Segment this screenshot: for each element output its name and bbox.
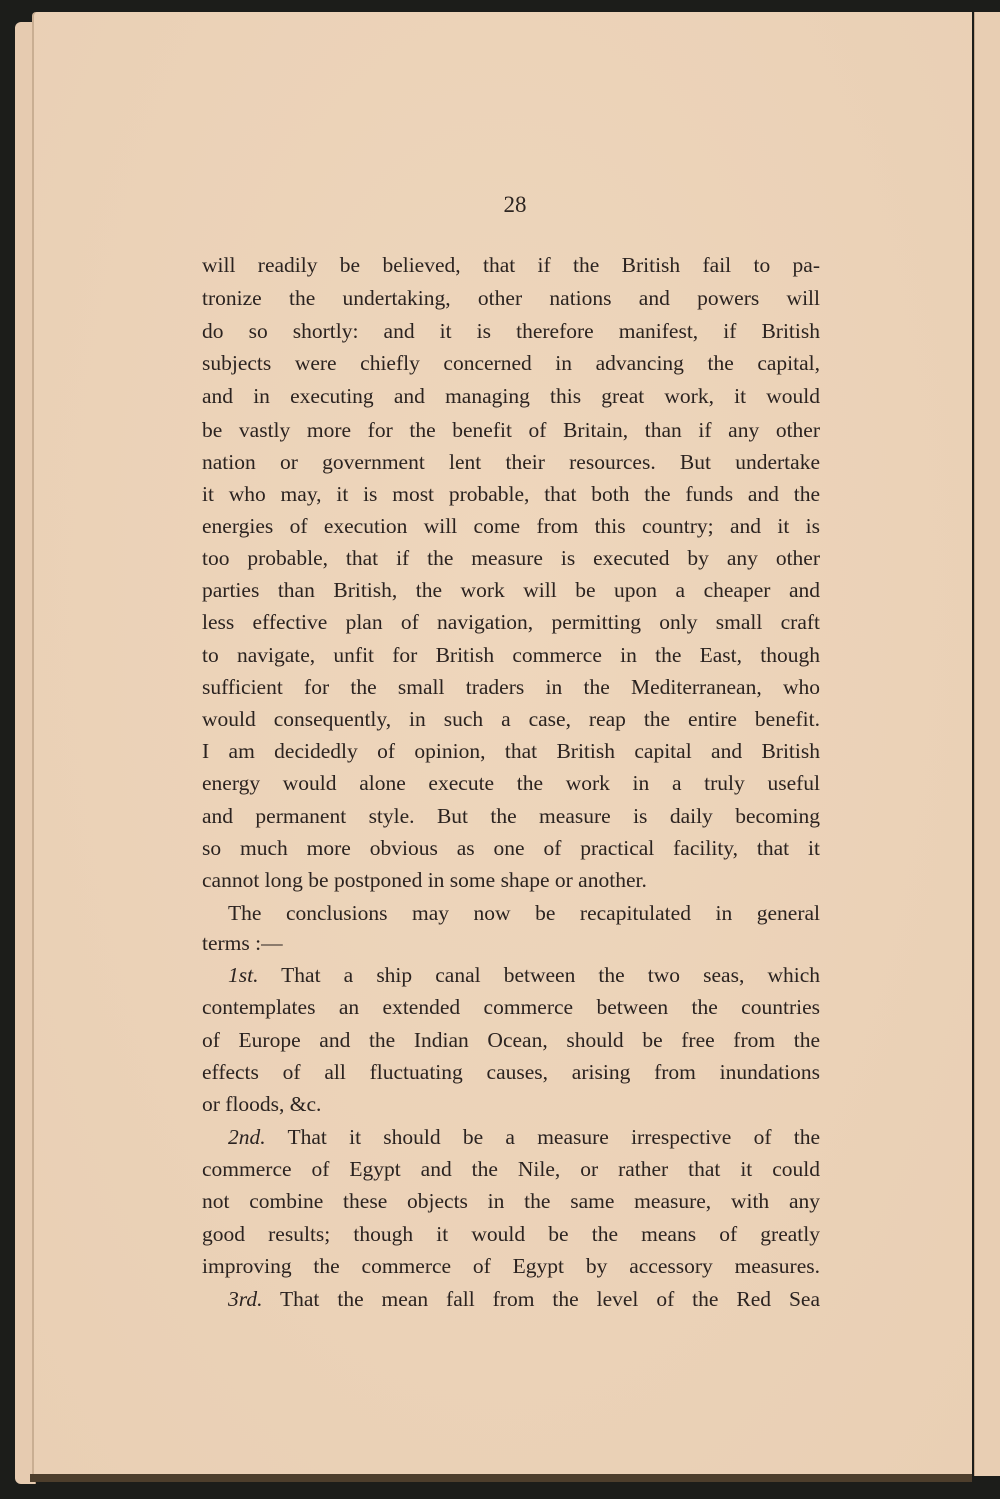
text-line xyxy=(202,446,820,478)
line-text: That a ship canal between the two seas, which xyxy=(258,963,820,987)
text-line xyxy=(202,832,820,864)
line-text: or floods, &c. xyxy=(202,1092,322,1116)
line-text: not combine these objects in the same measure, with any xyxy=(202,1189,820,1213)
text-line xyxy=(202,1185,820,1217)
text-line xyxy=(202,639,820,671)
text-line xyxy=(202,927,820,959)
text-line xyxy=(202,767,820,799)
line-text: commerce of Egypt and the Nile, or rather that it could xyxy=(202,1157,820,1181)
line-text: would consequently, in such a case, reap the entire benefit. xyxy=(202,707,820,731)
line-text: cannot long be postponed in some shape or another. xyxy=(202,868,647,892)
ordinal-label: 3rd. xyxy=(228,1287,263,1311)
line-text: and permanent style. But the measure is daily becoming xyxy=(202,804,820,828)
line-text: and in executing and managing this great work, it would xyxy=(202,384,820,408)
text-line xyxy=(202,703,820,735)
text-line xyxy=(202,991,820,1023)
line-text: That it should be a measure irrespective of the xyxy=(265,1125,820,1149)
line-text: do so shortly: and it is therefore manifest, if British xyxy=(202,319,820,343)
line-text: to navigate, unfit for British commerce in the East, though xyxy=(202,643,820,667)
line-text: effects of all fluctuating causes, arising from inundations xyxy=(202,1060,820,1084)
line-text: good results; though it would be the means of greatly xyxy=(202,1222,820,1246)
text-line xyxy=(202,249,820,281)
text-line xyxy=(202,735,820,767)
line-text: subjects were chiefly concerned in advancing the capital, xyxy=(202,351,820,375)
page-number: 28 xyxy=(503,192,527,217)
line-text: The conclusions may now be recapitulated in general xyxy=(228,901,820,925)
line-text: be vastly more for the benefit of Britain, than if any other xyxy=(202,418,820,442)
line-text: parties than British, the work will be upon a cheaper and xyxy=(202,578,820,602)
text-line xyxy=(202,1250,820,1282)
text-line xyxy=(202,542,820,574)
text-line xyxy=(202,606,820,638)
text-line xyxy=(202,864,820,896)
line-text: of Europe and the Indian Ocean, should be free from the xyxy=(202,1028,820,1052)
text-line xyxy=(228,1283,820,1315)
text-line xyxy=(202,510,820,542)
line-text: it who may, it is most probable, that both the funds and the xyxy=(202,482,820,506)
line-text: so much more obvious as one of practical facility, that it xyxy=(202,836,820,860)
text-line xyxy=(202,1088,820,1120)
text-line xyxy=(202,1024,820,1056)
ordinal-label: 1st. xyxy=(228,963,259,987)
line-text: That the mean fall from the level of the Red Sea xyxy=(262,1287,820,1311)
text-line xyxy=(228,959,820,991)
line-text: energies of execution will come from this country; and it is xyxy=(202,514,820,538)
line-text: contemplates an extended commerce between the countries xyxy=(202,995,820,1019)
text-line xyxy=(202,574,820,606)
text-line xyxy=(202,1153,820,1185)
text-line xyxy=(202,478,820,510)
line-text: energy would alone execute the work in a truly useful xyxy=(202,771,820,795)
text-line xyxy=(202,315,820,347)
text-line xyxy=(202,1056,820,1088)
line-text: too probable, that if the measure is executed by any other xyxy=(202,546,820,570)
text-line xyxy=(202,414,820,446)
text-line xyxy=(228,1121,820,1153)
line-text: sufficient for the small traders in the Mediterranean, who xyxy=(202,675,820,699)
ordinal-label: 2nd. xyxy=(228,1125,266,1149)
line-text: less effective plan of navigation, permitting only small craft xyxy=(202,610,820,634)
text-line xyxy=(202,671,820,703)
line-text: tronize the undertaking, other nations and powers will xyxy=(202,286,820,310)
text-line xyxy=(228,897,820,929)
text-line xyxy=(202,347,820,379)
text-line xyxy=(202,800,820,832)
facing-page-edge xyxy=(974,12,1000,1476)
text-line xyxy=(202,282,820,314)
text-line xyxy=(202,380,820,412)
line-text: terms :— xyxy=(202,931,283,955)
line-text: improving the commerce of Egypt by accessory measures. xyxy=(202,1254,820,1278)
line-text: I am decidedly of opinion, that British capital and British xyxy=(202,739,820,763)
text-line xyxy=(202,1218,820,1250)
line-text: nation or government lent their resources. But undertake xyxy=(202,450,820,474)
line-text: will readily be believed, that if the British fail to pa- xyxy=(202,253,820,277)
